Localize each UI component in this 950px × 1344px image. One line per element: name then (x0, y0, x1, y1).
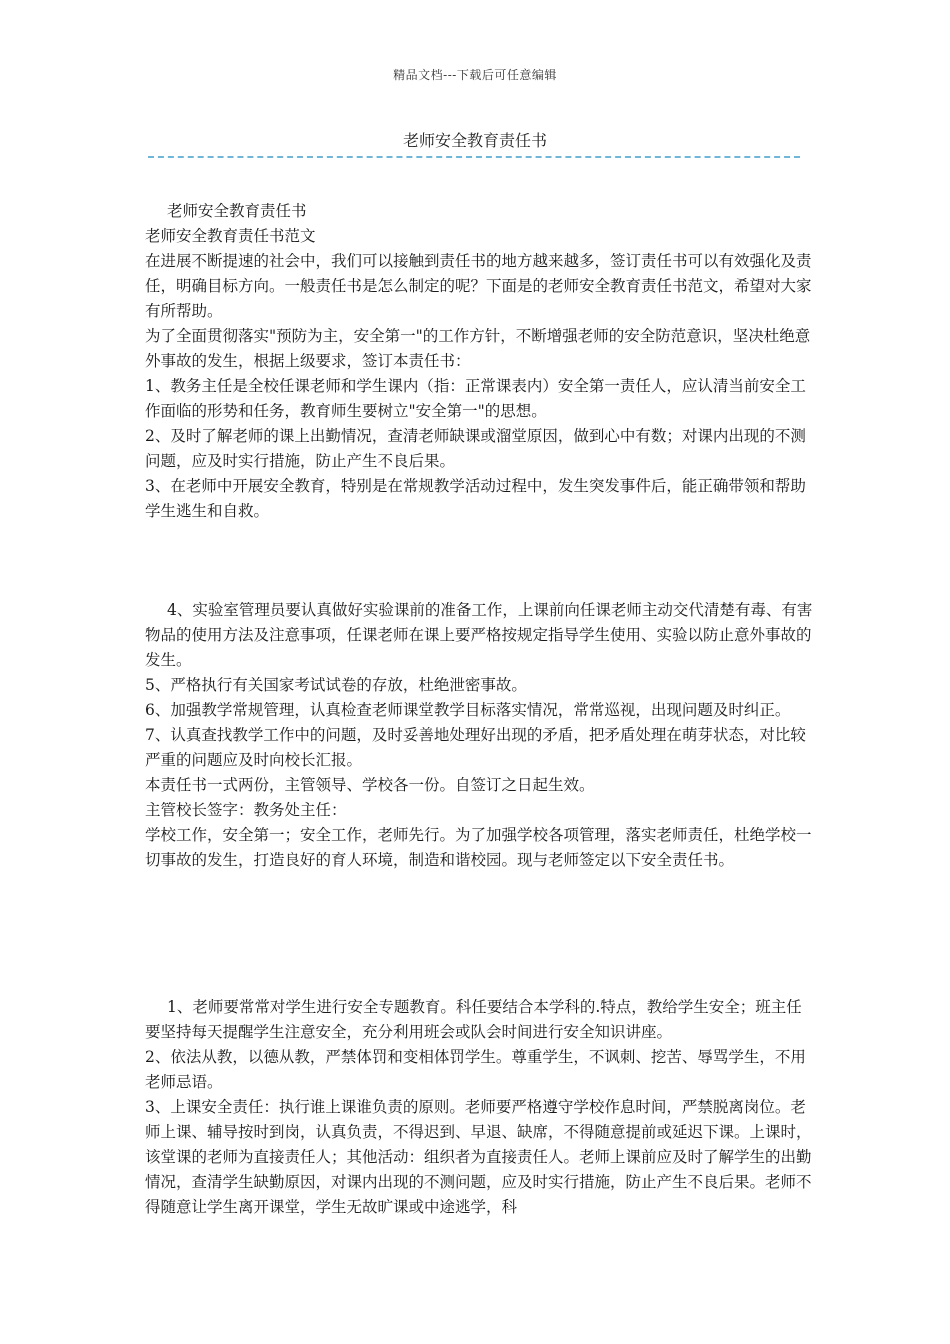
document-title: 老师安全教育责任书 (402, 131, 547, 150)
paragraph-item-2: 2、及时了解老师的课上出勤情况，查清老师缺课或溜堂原因，做到心中有数；对课内出现的不测问题，应及时实行措施，防止产生不良后果。 (145, 427, 806, 470)
header-note: 精品文档---下载后可任意编辑 (393, 68, 557, 82)
paragraph-item-6: 6、加强教学常规管理，认真检查老师课堂教学目标落实情况，常常巡视，出现问题及时纠正。 (145, 701, 791, 719)
paragraph-copies: 本责任书一式两份，主管领导、学校各一份。自签订之日起生效。 (145, 776, 595, 794)
paragraph-subheading: 老师安全教育责任书范文 (145, 227, 316, 245)
content-block-1 (145, 199, 817, 524)
title-divider (148, 156, 800, 158)
content-block-2 (145, 598, 817, 873)
paragraph-school-statement: 学校工作，安全第一；安全工作，老师先行。为了加强学校各项管理，落实老师责任，杜绝学校一切事故的发生，打造良好的育人环境，制造和谐校园。现与老师签定以下安全责任书。 (145, 826, 812, 869)
paragraph-policy: 为了全面贯彻落实"预防为主，安全第一"的工作方针，不断增强老师的安全防范意识，坚决杜绝意外事故的发生，根据上级要求，签订本责任书： (145, 327, 811, 370)
paragraph-item-3: 3、在老师中开展安全教育，特别是在常规教学活动过程中，发生突发事件后，能正确带领和帮助学生逃生和自救。 (145, 477, 806, 520)
paragraph-item-4: 4、实验室管理员要认真做好实验课前的准备工作，上课前向任课老师主动交代清楚有毒、有害物品的使用方法及注意事项，任课老师在课上要严格按规定指导学生使用、实验以防止意外事故的发生。 (145, 601, 813, 669)
paragraph-teacher-item-2: 2、依法从教，以德从教，严禁体罚和变相体罚学生。尊重学生，不讽刺、挖苦、辱骂学生，不用老师忌语。 (145, 1048, 806, 1091)
paragraph-item-7: 7、认真查找教学工作中的问题，及时妥善地处理好出现的矛盾，把矛盾处理在萌芽状态，对比较严重的问题应及时向校长汇报。 (145, 726, 806, 769)
paragraph-signatures: 主管校长签字：教务处主任： (145, 801, 347, 819)
paragraph-heading: 老师安全教育责任书 (167, 202, 307, 220)
paragraph-item-1: 1、教务主任是全校任课老师和学生课内（指：正常课表内）安全第一责任人，应认清当前安全工作面临的形势和任务，教育师生要树立"安全第一"的思想。 (145, 377, 806, 420)
content-block-3 (145, 995, 817, 1220)
paragraph-intro: 在进展不断提速的社会中，我们可以接触到责任书的地方越来越多，签订责任书可以有效强化及责任，明确目标方向。一般责任书是怎么制定的呢？下面是的老师安全教育责任书范文，希望对大家有所帮助。 (145, 252, 812, 320)
paragraph-teacher-item-1: 1、老师要常常对学生进行安全专题教育。科任要结合本学科的.特点，教给学生安全；班主任要坚持每天提醒学生注意安全，充分利用班会或队会时间进行安全知识讲座。 (145, 998, 802, 1041)
paragraph-item-5: 5、严格执行有关国家考试试卷的存放，杜绝泄密事故。 (145, 676, 527, 694)
paragraph-teacher-item-3: 3、上课安全责任：执行谁上课谁负责的原则。老师要严格遵守学校作息时间，严禁脱离岗位。老师上课、辅导按时到岗，认真负责，不得迟到、早退、缺席，不得随意提前或延迟下课。上课时，该堂课的老师为直接责任人；其他活动：组织者为直接责任人。老师上课前应及时了解学生的出勤情况，查清学生缺勤原因，对课内出现的不测问题，应及时实行措施，防止产生不良后果。老师不得随意让学生离开课堂，学生无故旷课或中途逃学，科 (145, 1098, 812, 1216)
